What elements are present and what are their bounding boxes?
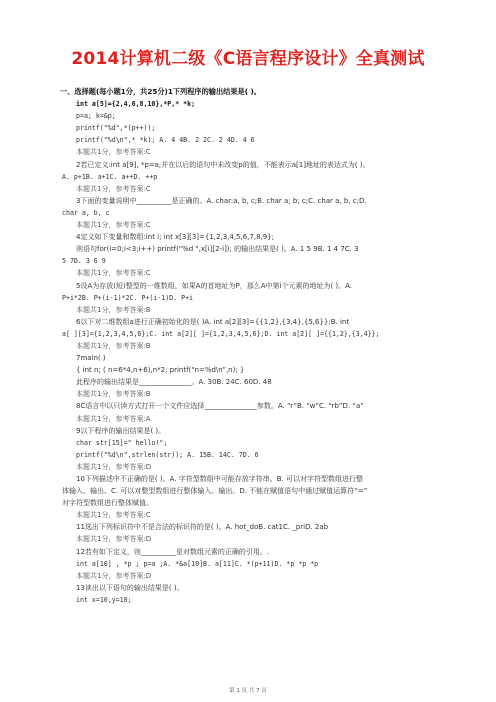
text-line: 12若有如下定义，则__________是对数组元素的正确的引用。. [76, 547, 270, 556]
text-line: 则语句for(i=0;i<3;i++) printf("%d ",x[i][2-i]); 的输出结果是( )。A. 1 5 9B. 1 4 7C. 3 [76, 245, 359, 254]
text-line: 本题共1分，参考答案:D [76, 462, 152, 471]
text-line: 本题共1分，参考答案:C [76, 269, 151, 278]
text-line: char a, b, c [62, 208, 110, 217]
text-line: 本题共1分，参考答案:D [76, 535, 152, 544]
text-line: 本题共1分，参考答案:A [76, 414, 151, 423]
text-line: P+i*2B. P+(i-1)*2C. P+(i-1)D. P+i [62, 293, 194, 302]
text-line: 本题共1分，参考答案:D [76, 571, 152, 580]
page-footer: 第 1 页 共 7 页 [229, 688, 267, 694]
text-line: 本题共1分，参考答案:C [76, 221, 151, 230]
text-line: printf("%d\n",strlen(str)); A. 15B. 14C. 7D. 6 [76, 450, 259, 459]
text-line: printf("%d\n",* *k); A. 4 4B. 2 2C. 2 4D. 4 6 [76, 136, 255, 145]
text-line: int x=10,y=10; [76, 595, 132, 604]
text-line: 对字符型数组进行整体赋值。 [62, 499, 153, 508]
text-line: { int n; ( n=6*4,n+6),n*2; printf(“n=%d\n”,n); } [76, 366, 245, 375]
document-title: 2014计算机二级《C语言程序设计》全真测试 [71, 49, 425, 69]
text-line: 本题共1分，参考答案:C [76, 511, 151, 520]
text-line: 本题共1分，参考答案:C [76, 148, 151, 157]
text-line: 13读出以下语句的输出结果是( )。 [76, 583, 184, 592]
text-line: 此程序的输出结果是_______________。A. 30B. 24C. 60D. 48 [76, 378, 272, 387]
text-line: 本题共1分，参考答案:C [76, 184, 151, 193]
text-line: 5设A为存放(短)整型的一维数组，如果A的首地址为P，那么A中第i个元素的地址为( )。A. [76, 281, 353, 290]
text-line: 本题共1分，参考答案:B [76, 305, 151, 314]
text-line: 2若已定义:int a[9], *p=a;并在以后的语句中未改变p的值，不能表示a[1]地址的表达式为( )。 [76, 160, 370, 169]
text-line: int a[10] , *p ; p=a ;A. *&a[10]B. a[11]C. *(p+11)D. *p *p *p [76, 559, 319, 568]
text-line: A. p+1B. a+1C. a++D. ++p [62, 172, 158, 181]
document-body [62, 86, 442, 606]
text-line: a[ ][3]={1,2,3,4,5,6};C. int a[2][ ]={1,2,3,4,5,6};D. int a[2][ ]={{1,2},{3,4}}; [62, 329, 380, 338]
text-line: printf("%d",*(p++)); [76, 124, 156, 133]
text-line: 5 7D. 3 6 9 [62, 257, 106, 266]
text-line: 6以下对二维数组a进行正确初始化的是( )A. int a[2][3]={{1,2},{3,4},{5,6}};B. int [76, 317, 350, 326]
text-line: 本题共1分，参考答案:B [76, 390, 151, 399]
text-line: 11选出下列标识符中不是合法的标识符的是( )。A. hot_doB. cat1C. _priD. 2ab [76, 523, 329, 532]
text-line: 8C语言中以只读方式打开一个文件应选择_______________参数。A. “r”B. “w”C. “rb”D. “a” [76, 402, 364, 411]
text-line: 10下列描述中不正确的是( )。A. 字符型数组中可能存放字符串。B. 可以对字符型数组进行整 [76, 475, 363, 483]
text-line: 9以下程序的输出结果是( )。 [76, 426, 166, 435]
text-line: 4定义如下变量和数组:int i; int x[3][3]={1,2,3,4,5,6,7,8,9}; [76, 233, 275, 242]
text-line: int a[5]={2,4,6,8,10},*P,* *k; [76, 100, 196, 109]
text-line: 本题共1分，参考答案:B [76, 341, 151, 350]
text-line: 体输入、输出。C. 可以对整型数组进行整体输入、输出。D. 不能在赋值语句中通过赋值运算符“=” [62, 487, 368, 496]
text-line: 3下面的变量说明中__________是正确的。A. char:a, b, c;B. char a; b; c;C. char a, b, c;D. [76, 196, 367, 205]
text-line: char str[15]=" hello!"; [76, 438, 168, 447]
section-heading: 一、选择题(每小题1分，共25分)1下列程序的输出结果是( )。 [60, 87, 261, 96]
text-line: p=a; k=&p; [76, 112, 116, 121]
text-line: 7main( ) [76, 354, 106, 363]
